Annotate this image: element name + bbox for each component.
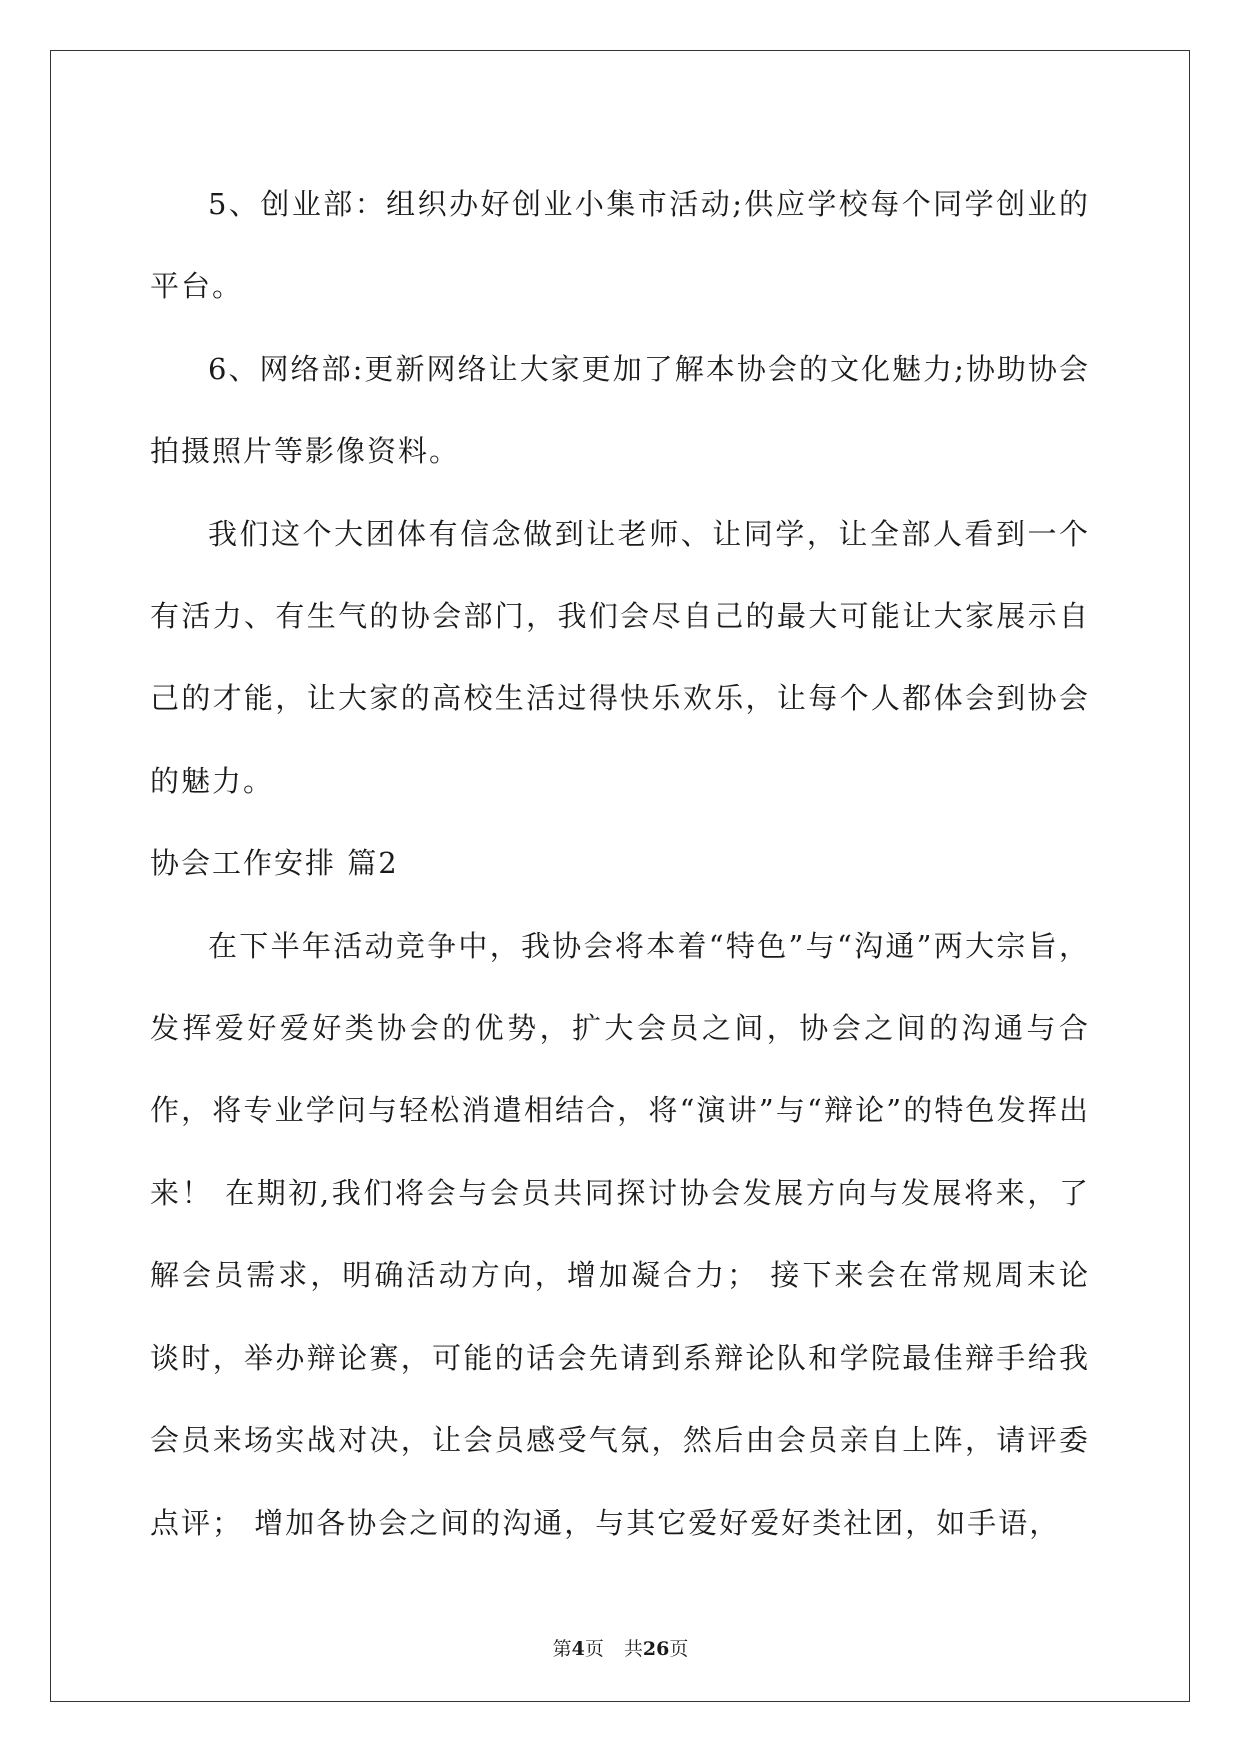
footer-total-pages: 26 — [642, 1638, 670, 1660]
footer-page-number: 4 — [571, 1638, 585, 1660]
paragraph-second-half-plan: 在下半年活动竞争中，我协会将本着“特色”与“沟通”两大宗旨，发挥爱好爱好类协会的优势，扩大会员之间，协会之间的沟通与合作，将专业学问与轻松消遣相结合，将“演讲”与“辩论”的特色发挥出来！ 在期初,我们将会与会员共同探讨协会发展方向与发展将来，了解会员需求，明确活动方向，增加凝合力； 接下来会在常规周末论谈时，举办辩论赛，可能的话会先请到系辩论队和学院最佳辩手给我会员来场实战对决，让会员感受气氛，然后由会员亲自上阵，请评委点评； 增加各协会之间的沟通，与其它爱好爱好类社团，如手语， — [150, 928, 1090, 1540]
section-heading: 协会工作安排 篇2 — [150, 846, 399, 881]
paragraph-startup-dept: 5、创业部：组织办好创业小集市活动;供应学校每个同学创业的平台。 — [150, 187, 1090, 304]
footer-page-suffix: 页 — [584, 1638, 604, 1660]
paragraph-team-goal: 我们这个大团体有信念做到让老师、让同学，让全部人看到一个有活力、有生气的协会部门，我们会尽自己的最大可能让大家展示自己的才能，让大家的高校生活过得快乐欢乐，让每个人都体会到协会的魅力。 — [150, 516, 1090, 798]
document-body — [150, 163, 1090, 1564]
footer-total-prefix: 共 — [623, 1638, 643, 1660]
paragraph-network-dept: 6、网络部:更新网络让大家更加了解本协会的文化魅力;协助协会拍摄照片等影像资料。 — [150, 351, 1090, 469]
footer-total-suffix: 页 — [669, 1638, 689, 1660]
footer-prefix: 第 — [552, 1638, 572, 1660]
page-footer — [0, 1634, 1241, 1661]
